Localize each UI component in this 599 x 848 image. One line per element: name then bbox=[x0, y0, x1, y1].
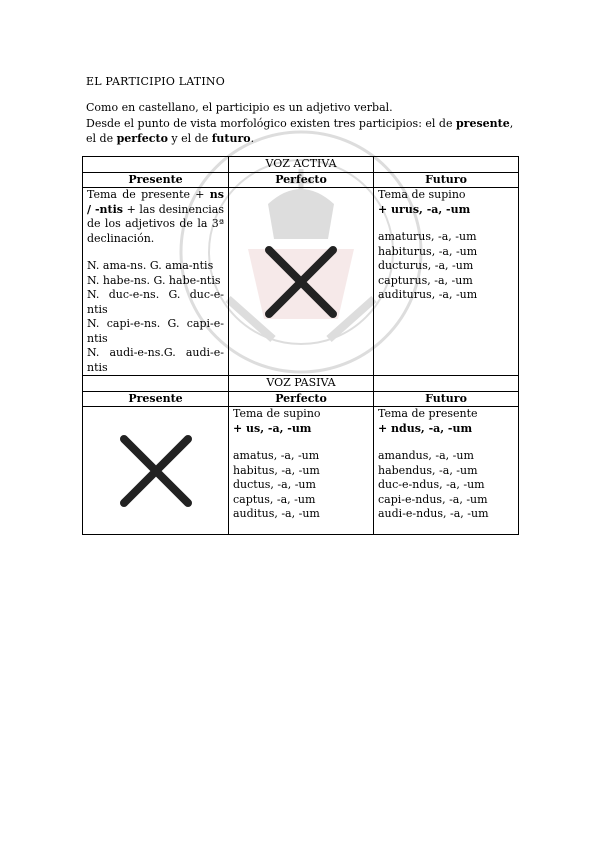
rule-text: Tema de presente + bbox=[87, 188, 210, 201]
example: amandus, -a, -um bbox=[378, 449, 474, 462]
example: N. capi-e-ns. G. capi-e-ntis bbox=[87, 317, 224, 345]
col-futuro-heading: Futuro bbox=[374, 391, 519, 407]
example: habiturus, -a, -um bbox=[378, 244, 478, 258]
intro-text: . bbox=[250, 132, 255, 145]
voz-pasiva-heading: VOZ PASIVA bbox=[229, 376, 374, 392]
rule-ending: + ndus, -a, -um bbox=[378, 421, 473, 435]
example: capi-e-ndus, -a, -um bbox=[378, 492, 488, 506]
example: habitus, -a, -um bbox=[233, 463, 320, 477]
empty-cell bbox=[83, 157, 229, 173]
empty-cell bbox=[83, 376, 229, 392]
rule-text: Tema de supino bbox=[378, 188, 466, 201]
rule-text: Tema de presente bbox=[378, 407, 478, 420]
example: auditurus, -a, -um bbox=[378, 288, 478, 301]
example: ducturus, -a, -um bbox=[378, 259, 474, 272]
intro-text: , el de bbox=[86, 117, 514, 145]
voz-activa-heading: VOZ ACTIVA bbox=[229, 157, 374, 173]
active-perfecto-cell bbox=[229, 188, 374, 376]
example: captus, -a, -um bbox=[233, 492, 316, 506]
rule-ending: + urus, -a, -um bbox=[378, 202, 471, 216]
intro-line-1: Como en castellano, el participio es un adjetivo verbal. bbox=[86, 101, 393, 114]
passive-perfecto-cell bbox=[229, 407, 374, 535]
rule-text: Tema de supino bbox=[233, 407, 321, 420]
rule-ending: + us, -a, -um bbox=[233, 421, 312, 435]
intro-text: y el de bbox=[167, 132, 212, 145]
page-title: EL PARTICIPIO LATINO bbox=[86, 75, 225, 88]
empty-cell bbox=[374, 157, 519, 173]
intro-bold-presente: presente bbox=[455, 117, 510, 130]
example: N. habe-ns. G. habe-ntis bbox=[87, 273, 221, 287]
example: auditus, -a, -um bbox=[233, 507, 320, 520]
example: N. ama-ns. G. ama-ntis bbox=[87, 259, 214, 272]
col-perfecto-heading: Perfecto bbox=[229, 391, 374, 407]
example: ductus, -a, -um bbox=[233, 478, 316, 491]
example: audi-e-ndus, -a, -um bbox=[378, 507, 489, 520]
passive-presente-cell bbox=[83, 407, 229, 535]
intro-bold-perfecto: perfecto bbox=[116, 132, 168, 145]
rule-text: + las desinencias de los adjetivos de la 3ª declinación. bbox=[87, 202, 224, 245]
cross-icon bbox=[116, 431, 196, 511]
example: N. duc-e-ns. G. duc-e-ntis bbox=[87, 288, 224, 316]
cross-icon bbox=[261, 242, 341, 322]
intro-text: Desde el punto de vista morfológico existen tres participios: el de bbox=[86, 117, 456, 130]
empty-cell bbox=[374, 376, 519, 392]
active-presente-rule bbox=[87, 188, 224, 246]
col-perfecto-heading: Perfecto bbox=[229, 172, 374, 188]
example: amaturus, -a, -um bbox=[378, 230, 477, 243]
participles-table bbox=[82, 156, 519, 535]
rule-ending: ns / -ntis bbox=[87, 188, 224, 216]
col-futuro-heading: Futuro bbox=[374, 172, 519, 188]
example: duc-e-ndus, -a, -um bbox=[378, 478, 485, 491]
example: habendus, -a, -um bbox=[378, 463, 478, 477]
intro-bold-futuro: futuro bbox=[211, 132, 251, 145]
example: capturus, -a, -um bbox=[378, 273, 473, 287]
example: N. audi-e-ns.G. audi-e-ntis bbox=[87, 346, 224, 374]
col-presente-heading: Presente bbox=[83, 391, 229, 407]
active-presente-cell bbox=[83, 188, 229, 376]
passive-futuro-cell bbox=[374, 407, 519, 535]
example: amatus, -a, -um bbox=[233, 449, 320, 462]
col-presente-heading: Presente bbox=[83, 172, 229, 188]
active-futuro-cell bbox=[374, 188, 519, 376]
